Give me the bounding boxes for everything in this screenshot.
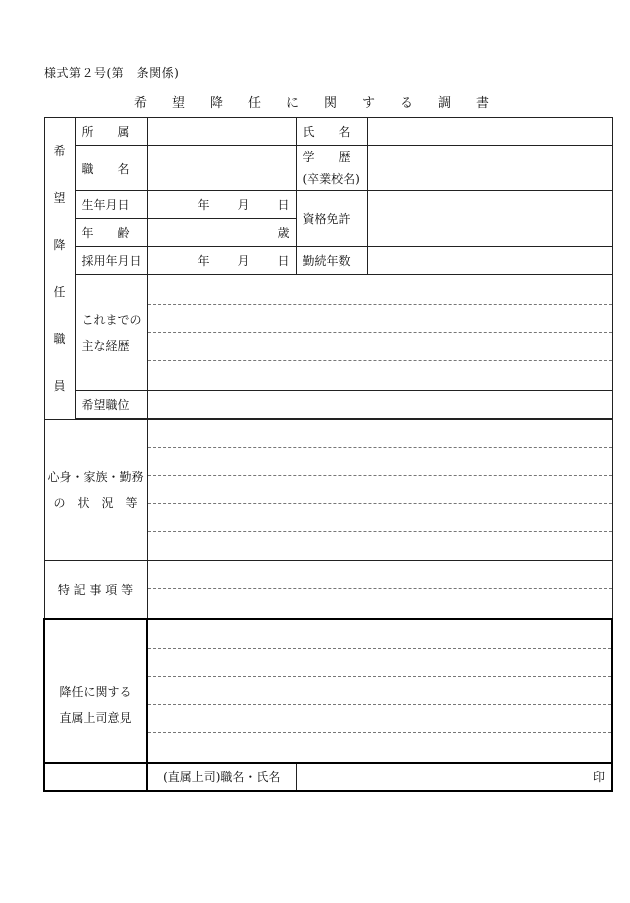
title-char: 関	[324, 96, 338, 111]
education-label-line1: 学 歴	[302, 150, 351, 164]
writing-line	[148, 532, 612, 560]
position-field[interactable]	[147, 146, 296, 191]
applicant-vertical-label	[44, 118, 75, 420]
special-notes-label: 特 記 事 項 等	[44, 561, 147, 619]
circumstances-field[interactable]	[147, 420, 612, 561]
supervisor-signature-field[interactable]	[296, 763, 612, 791]
circumstances-label	[44, 420, 147, 561]
day-unit: 日	[277, 198, 290, 212]
hire-date-field[interactable]	[147, 247, 296, 275]
desired-position-label: 希望職位	[75, 391, 147, 419]
name-label: 氏 名	[296, 118, 367, 146]
year-unit: 年	[197, 254, 210, 268]
years-of-service-label: 勤続年数	[296, 247, 367, 275]
writing-line	[148, 277, 612, 305]
vertical-char: 任	[53, 284, 66, 299]
writing-line	[148, 561, 612, 589]
writing-line	[148, 705, 611, 733]
writing-line	[148, 649, 611, 677]
supervisor-label-line2: 直属上司意見	[59, 710, 132, 725]
writing-line	[148, 448, 612, 476]
title-char: 降	[210, 96, 224, 111]
document-title	[134, 92, 514, 111]
education-field[interactable]	[367, 146, 612, 191]
name-field[interactable]	[367, 118, 612, 146]
desired-position-field[interactable]	[147, 391, 612, 419]
age-field[interactable]	[147, 219, 296, 247]
writing-line	[148, 420, 612, 448]
years-of-service-field[interactable]	[367, 247, 612, 275]
affiliation-field[interactable]	[147, 118, 296, 146]
title-char: に	[286, 96, 300, 111]
title-char: 希	[134, 96, 148, 111]
seal-mark: 印	[592, 769, 605, 784]
writing-line	[148, 504, 612, 532]
career-label-line1: これまでの	[81, 312, 142, 327]
vertical-char: 員	[53, 378, 66, 393]
title-char: 望	[172, 96, 186, 111]
birthdate-field[interactable]	[147, 191, 296, 219]
writing-line	[148, 589, 612, 617]
vertical-char: 望	[53, 190, 66, 205]
form-table	[43, 117, 613, 792]
supervisor-label-line1: 降任に関する	[59, 684, 132, 699]
title-char: る	[400, 96, 414, 111]
writing-line	[148, 333, 612, 361]
writing-line	[148, 621, 611, 649]
supervisor-opinion-field[interactable]	[147, 619, 612, 763]
career-history-label	[75, 275, 147, 391]
month-unit: 月	[237, 254, 250, 268]
writing-line	[148, 361, 612, 389]
writing-line	[148, 733, 611, 761]
writing-line	[148, 476, 612, 504]
vertical-char: 職	[53, 331, 66, 346]
title-char: 任	[248, 96, 262, 111]
circumstances-label-line1: 心身・家族・勤務	[47, 470, 144, 484]
career-label-line2: 主な経歴	[81, 338, 130, 353]
year-unit: 年	[197, 198, 210, 212]
birthdate-label: 生年月日	[75, 191, 147, 219]
title-char: す	[362, 96, 376, 111]
day-unit: 日	[277, 254, 290, 268]
affiliation-label: 所 属	[75, 118, 147, 146]
vertical-char: 希	[53, 143, 66, 158]
special-notes-field[interactable]	[147, 561, 612, 619]
vertical-char: 降	[53, 237, 66, 252]
education-label-line2: (卒業校名)	[302, 172, 360, 186]
education-label	[296, 146, 367, 191]
age-unit: 歳	[277, 226, 290, 240]
month-unit: 月	[237, 198, 250, 212]
title-char: 書	[476, 96, 490, 111]
circumstances-label-line2: の 状 況 等	[53, 496, 138, 510]
writing-line	[148, 305, 612, 333]
license-label: 資格免許	[296, 191, 367, 247]
supervisor-opinion-label	[44, 619, 147, 791]
position-label: 職 名	[75, 146, 147, 191]
age-label: 年 齢	[75, 219, 147, 247]
supervisor-signer-label: (直属上司)職名・氏名	[147, 763, 296, 791]
form-code: 様式第２号(第 条関係)	[44, 66, 180, 80]
license-field[interactable]	[367, 191, 612, 247]
title-char: 調	[438, 96, 452, 111]
writing-line	[148, 677, 611, 705]
report-form	[43, 117, 611, 792]
career-history-field[interactable]	[147, 275, 612, 391]
hire-date-label: 採用年月日	[75, 247, 147, 275]
